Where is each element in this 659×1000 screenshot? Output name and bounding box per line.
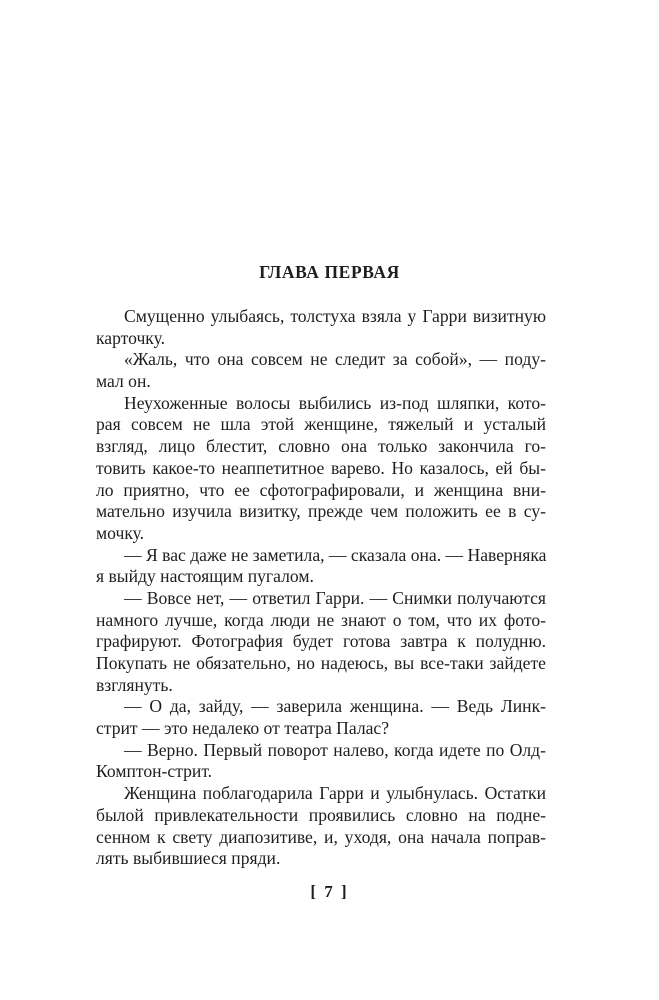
text-line: товить какое-то неаппетитное варево. Но казалось, ей бы- (96, 457, 546, 478)
text-line: былой привлекательности проявились словно на подне- (96, 804, 546, 825)
text-line: графируют. Фотография будет готова завтра к полудню. (96, 631, 546, 652)
text-line: карточку. (96, 327, 166, 348)
text-line: Покупать не обязательно, но надеюсь, вы все-таки зайдете (96, 653, 546, 673)
text-line: мочку. (96, 522, 145, 543)
text-line: — Верно. Первый поворот налево, когда идете по Олд- (124, 739, 546, 760)
text-line: я выйду настоящим пугалом. (96, 566, 314, 587)
text-line: — Я вас даже не заметила, — сказала она. — Наверняка (124, 544, 547, 565)
text-line: стрит — это недалеко от театра Палас? (96, 718, 390, 739)
text-line: — О да, зайду, — заверила женщина. — Ведь Линк- (124, 696, 546, 717)
text-line: намного лучше, когда люди не знают о том, что их фото- (96, 609, 546, 630)
text-line: сенном к свету диапозитиве, и, уходя, она начала поправ- (96, 826, 546, 847)
text-line: «Жаль, что она совсем не следит за собой», — поду- (124, 349, 546, 370)
page-number: [ 7 ] (310, 882, 349, 901)
body-text (96, 306, 546, 870)
text-line: мал он. (96, 371, 151, 392)
text-line: Женщина поблагодарила Гарри и улыбнулась. Остатки (124, 783, 546, 804)
text-line: рая совсем не шла этой женщине, тяжелый и усталый (96, 414, 546, 435)
text-line: Комптон-стрит. (96, 761, 213, 782)
text-line: мательно изучила визитку, прежде чем положить ее в су- (96, 501, 546, 522)
text-line: ло приятно, что ее сфотографировали, и женщина вни- (96, 479, 546, 500)
chapter-title: ГЛАВА ПЕРВАЯ (259, 262, 400, 282)
text-line: — Вовсе нет, — ответил Гарри. — Снимки получаются (124, 587, 546, 608)
text-line: взглянуть. (96, 674, 173, 695)
text-line: лять выбившиеся пряди. (96, 848, 281, 869)
text-line: Неухоженные волосы выбились из-под шляпки, кото- (124, 392, 546, 413)
text-line: взгляд, лицо блестит, словно она только закончила го- (96, 436, 546, 457)
text-line: Смущенно улыбаясь, толстуха взяла у Гарри визитную (124, 306, 546, 326)
